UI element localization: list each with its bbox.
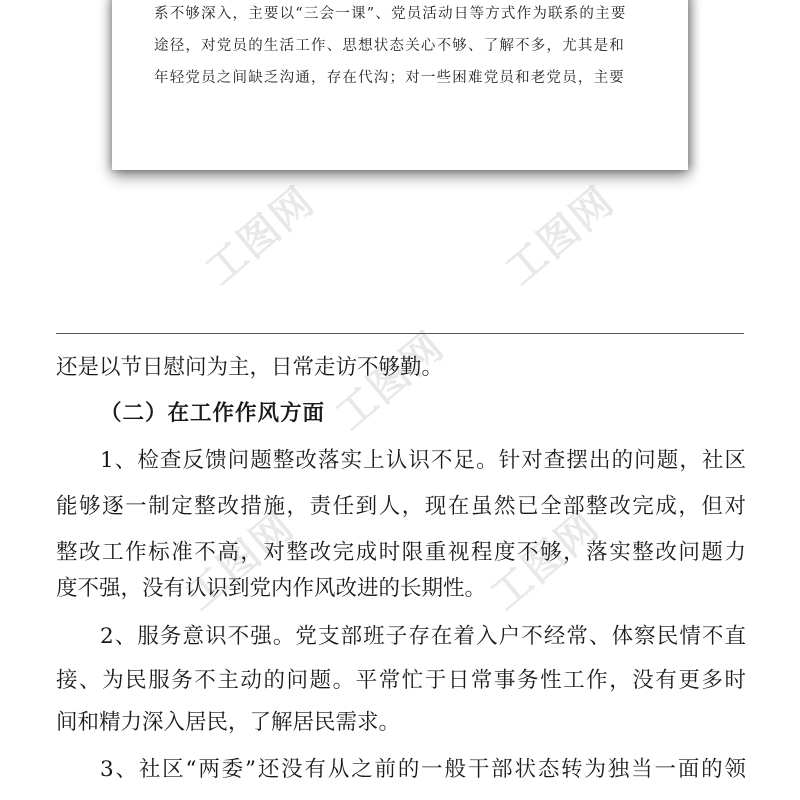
- paragraph-line: 间和精力深入居民，了解居民需求。: [56, 710, 401, 735]
- section-heading: （二）在工作作风方面: [100, 401, 326, 426]
- paragraph-line: 1、检查反馈问题整改落实上认识不足。针对查摆出的问题，社区: [100, 448, 746, 473]
- paragraph-line: 整改工作标准不高，对整改完成时限重视程度不够，落实整改问题力: [56, 540, 746, 565]
- paragraph-line: 3、社区“两委”还没有从之前的一般干部状态转为独当一面的领: [100, 757, 746, 782]
- paragraph-line: 接、为民服务不主动的问题。平常忙于日常事务性工作，没有更多时: [56, 668, 746, 693]
- paragraph-line: 度不强，没有认识到党内作风改进的长期性。: [56, 576, 487, 601]
- paragraph-line: 2、服务意识不强。党支部班子存在着入户不经常、体察民情不直: [100, 624, 746, 649]
- watermark: 工图网: [177, 503, 304, 620]
- paragraph-line: 能够逐一制定整改措施，责任到人，现在虽然已全部整改完成，但对: [56, 494, 746, 519]
- body-text-line: 还是以节日慰问为主，日常走访不够勤。: [56, 355, 444, 380]
- watermark: 工图网: [327, 323, 454, 440]
- card-text-line: 系不够深入，主要以“三会一课”、党员活动日等方式作为联系的主要: [154, 6, 627, 22]
- page-divider: [56, 333, 744, 334]
- card-text-line: 途径，对党员的生活工作、思想状态关心不够、了解不多，尤其是和: [154, 38, 625, 54]
- watermark: 工图网: [497, 178, 624, 295]
- watermark: 工图网: [197, 178, 324, 295]
- previous-page-card: [112, 0, 688, 170]
- card-text-line: 年轻党员之间缺乏沟通，存在代沟；对一些困难党员和老党员，主要: [154, 70, 625, 86]
- watermark: 工图网: [482, 503, 609, 620]
